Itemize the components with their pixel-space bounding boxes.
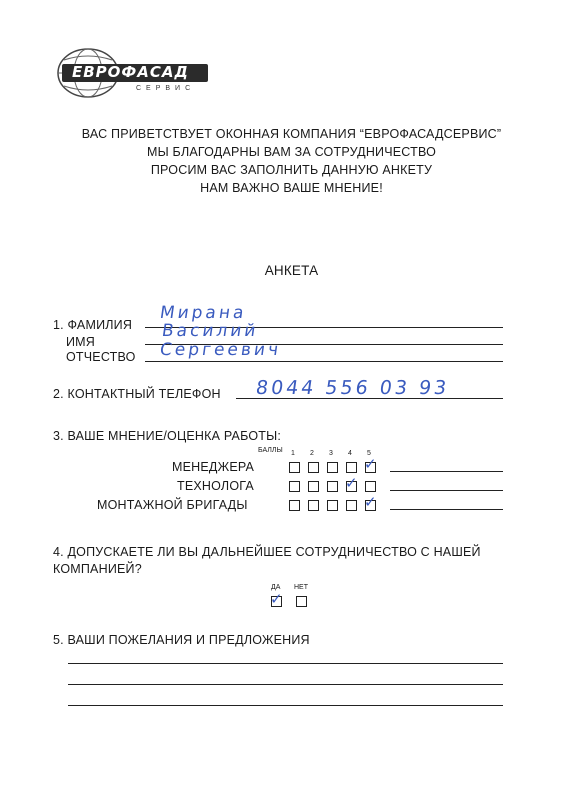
rating-technologist-box-1[interactable] (289, 481, 300, 492)
rating-manager-box-1[interactable] (289, 462, 300, 473)
greeting-line-4: НАМ ВАЖНО ВАШЕ МНЕНИЕ! (200, 181, 383, 195)
logo-subtext: СЕРВИС (136, 85, 196, 92)
wishes-label: 5. ВАШИ ПОЖЕЛАНИЯ И ПРЕДЛОЖЕНИЯ (53, 633, 310, 647)
patronymic-underline (145, 361, 503, 362)
rating-technologist-box-3[interactable] (327, 481, 338, 492)
rating-manager-checkmark: ✓ (364, 455, 377, 473)
no-label: НЕТ (294, 584, 308, 591)
wishes-line-1[interactable] (68, 663, 503, 664)
score-2: 2 (310, 450, 314, 457)
patronymic-label: ОТЧЕСТВО (66, 350, 136, 364)
greeting-line-1: ВАС ПРИВЕТСТВУЕТ ОКОННАЯ КОМПАНИЯ “ЕВРОФАСАДСЕРВИС” (81, 127, 502, 141)
rating-crew-box-4[interactable] (346, 500, 357, 511)
logo-text: ЕВРОФАСАД (72, 63, 189, 81)
rating-technologist-checkmark: ✓ (345, 474, 358, 492)
score-1: 1 (291, 450, 295, 457)
rating-row-technologist-label: ТЕХНОЛОГА (177, 479, 254, 493)
yes-checkmark: ✓ (270, 590, 283, 608)
surname-label: 1. ФАМИЛИЯ (53, 318, 133, 332)
rating-row-manager-label: МЕНЕДЖЕРА (172, 460, 255, 474)
company-logo (50, 42, 220, 104)
wishes-line-2[interactable] (68, 684, 503, 685)
rating-crew-checkmark: ✓ (364, 493, 377, 511)
cooperation-question-line-1: 4. ДОПУСКАЕТЕ ЛИ ВЫ ДАЛЬНЕЙШЕЕ СОТРУДНИЧЕСТВО С НАШЕЙ (53, 545, 481, 559)
rating-manager-box-4[interactable] (346, 462, 357, 473)
rating-crew-box-2[interactable] (308, 500, 319, 511)
crew-comment-line (390, 509, 503, 510)
cooperation-question-line-2: КОМПАНИЕЙ? (53, 562, 142, 576)
score-5: 5 (367, 450, 371, 457)
rating-technologist-box-2[interactable] (308, 481, 319, 492)
scores-label: БАЛЛЫ (258, 447, 283, 454)
rating-crew-box-1[interactable] (289, 500, 300, 511)
rating-row-crew-label: МОНТАЖНОЙ БРИГАДЫ (97, 498, 248, 512)
technologist-comment-line (390, 490, 503, 491)
greeting-line-3: ПРОСИМ ВАС ЗАПОЛНИТЬ ДАННУЮ АНКЕТУ (150, 163, 433, 177)
rating-manager-box-2[interactable] (308, 462, 319, 473)
greeting-line-2: МЫ БЛАГОДАРНЫ ВАМ ЗА СОТРУДНИЧЕСТВО (146, 145, 436, 159)
phone-field[interactable]: 8044 556 03 93 (254, 377, 451, 399)
manager-comment-line (390, 471, 503, 472)
rating-crew-box-3[interactable] (327, 500, 338, 511)
patronymic-field[interactable]: Сергеевич (158, 340, 283, 360)
yes-label: ДА (271, 584, 281, 591)
name-label: ИМЯ (66, 335, 96, 349)
no-checkbox[interactable] (296, 596, 307, 607)
rating-label: 3. ВАШЕ МНЕНИЕ/ОЦЕНКА РАБОТЫ: (53, 429, 282, 443)
name-field[interactable]: Василий (160, 321, 260, 341)
wishes-line-3[interactable] (68, 705, 503, 706)
phone-label: 2. КОНТАКТНЫЙ ТЕЛЕФОН (53, 387, 221, 401)
form-title: АНКЕТА (264, 263, 319, 278)
rating-technologist-box-5[interactable] (365, 481, 376, 492)
score-4: 4 (348, 450, 352, 457)
score-3: 3 (329, 450, 333, 457)
rating-manager-box-3[interactable] (327, 462, 338, 473)
surname-field[interactable]: Мирана (158, 303, 248, 323)
